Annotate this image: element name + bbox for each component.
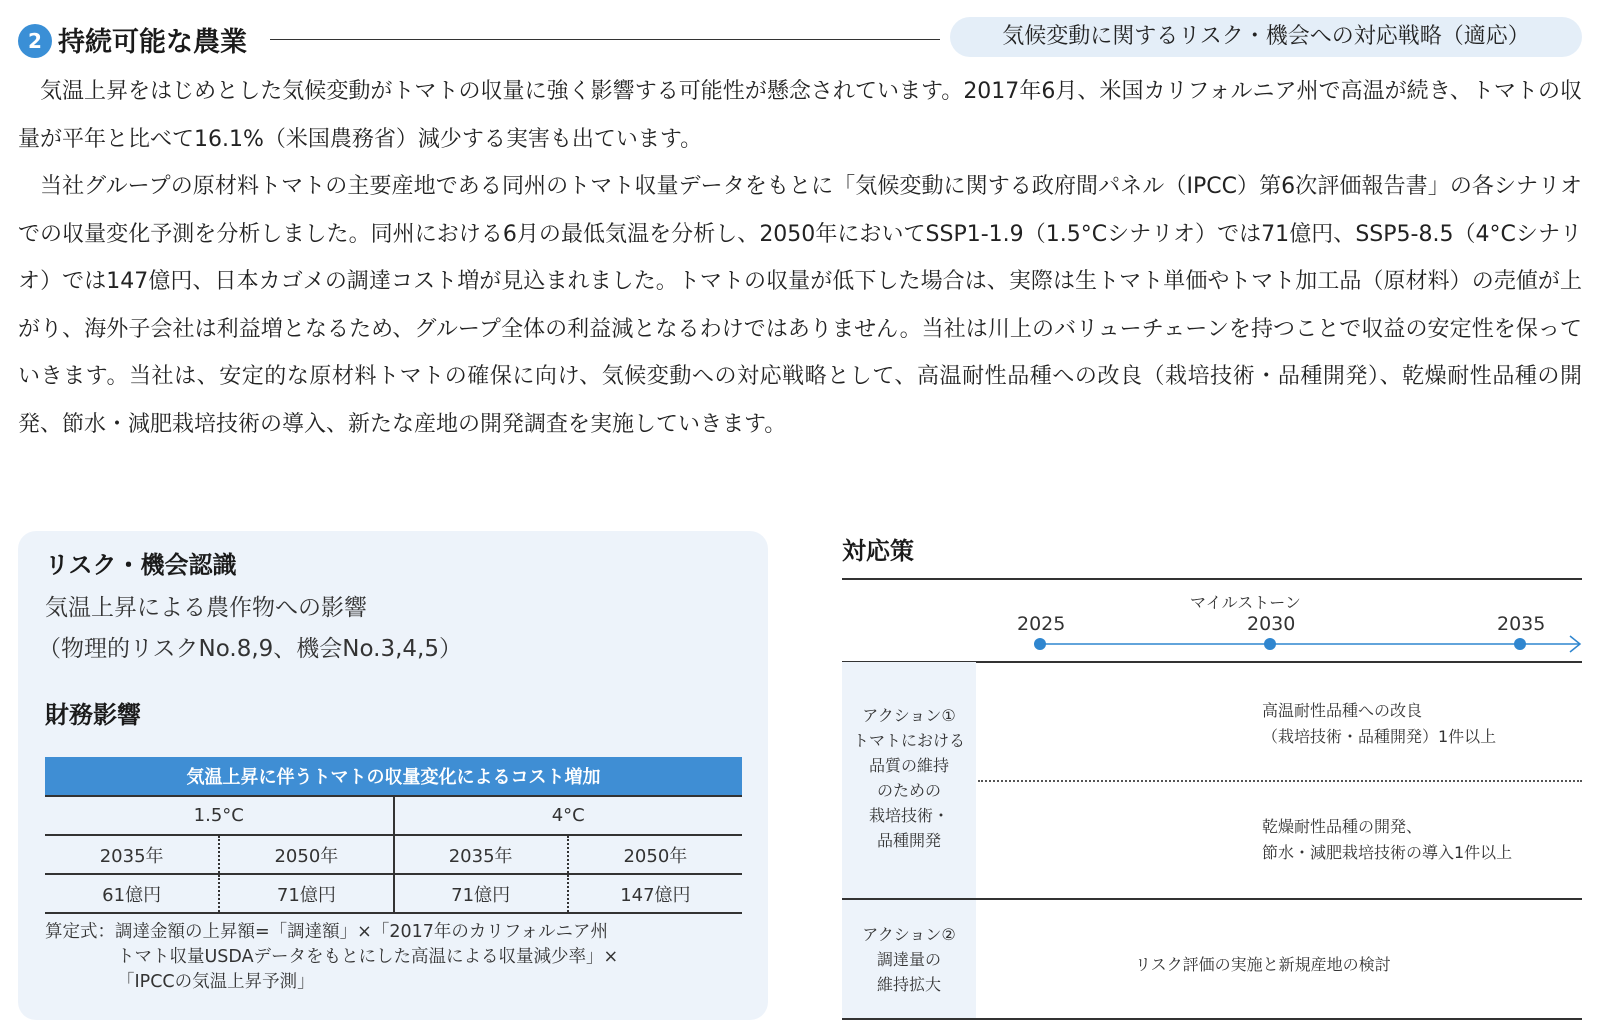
action-2-label-line: 維持拡大 <box>876 975 941 994</box>
body-paragraph-2: 当社グループの原材料トマトの主要産地である同州のトマト収量データをもとに「気候変動に関する政府間パネル（IPCC）第6次評価報告書」の各シナリオでの収量変化予測を分析しました。同州における6月の最低気温を分析し、2050年においてSSP1-1.9（1.5°Cシナリオ）では71億円、SSP5-8.5（4°Cシナリオ）では147億円、日本カゴメの調達コスト増が見込まれました。トマトの収量が低下した場合は、実際は生トマト単価やトマト加工品（原材料）の売値が上がり、海外子会社は利益増となるため、グループ全体の利益減となるわけではありません。当社は川上のバリューチェーンを持つことで収益の安定性を保っていきます。当社は、安定的な原材料トマトの確保に向け、気候変動への対応戦略として、高温耐性品種への改良（栽培技術・品種開発）、乾燥耐性品種の開発、節水・減肥栽培技術の導入、新たな産地の開発調査を実施していきます。 <box>18 174 1582 437</box>
formula-line-3: 「IPCCの気温上昇予測」 <box>117 972 315 992</box>
measures-top-rule <box>842 578 1582 580</box>
value-cell: 71億円 <box>219 874 393 913</box>
year-2025: 2025 <box>1017 613 1066 635</box>
body-text <box>18 68 1582 448</box>
measures-title: 対応策 <box>842 537 914 565</box>
milestone-dot-2035 <box>1514 638 1526 650</box>
action-1-label-line: アクション① <box>862 706 956 725</box>
formula-line-1: 算定式：調達金額の上昇額=「調達額」×「2017年のカリフォルニア州 <box>45 922 608 942</box>
recognition-heading: リスク・機会認識 <box>45 551 237 579</box>
calculation-formula <box>45 920 618 995</box>
scenario-4c: 4°C <box>394 796 743 835</box>
year-2030: 2030 <box>1247 613 1296 635</box>
action-2-label-line: 調達量の <box>876 950 941 969</box>
year-cell: 2050年 <box>219 835 393 874</box>
action-1-item-2 <box>1262 814 1512 866</box>
action-2-label <box>842 922 976 997</box>
strategy-pill: 気候変動に関するリスク・機会への対応戦略（適応） <box>950 17 1582 57</box>
action-1-label-line: トマトにおける <box>852 731 965 750</box>
recognition-text: 気温上昇による農作物への影響 <box>45 595 367 621</box>
value-cell: 61億円 <box>45 874 219 913</box>
measures-bottom-rule <box>842 1018 1582 1020</box>
action-1-label-line: 品質の維持 <box>868 756 949 775</box>
action-1-label-line: 栽培技術・ <box>868 806 949 825</box>
value-cell: 71億円 <box>394 874 568 913</box>
action-1-item-2-line: 乾燥耐性品種の開発、 <box>1262 817 1423 836</box>
section-title: 持続可能な農業 <box>58 27 247 58</box>
value-cell: 147億円 <box>568 874 742 913</box>
action-1-dotted-divider <box>978 780 1582 782</box>
body-paragraph-1: 気温上昇をはじめとした気候変動がトマトの収量に強く影響する可能性が懸念されています。2017年6月、米国カリフォルニア州で高温が続き、トマトの収量が平年と比べて16.1%（米国農務省）減少する実害も出ています。 <box>18 79 1582 152</box>
action-1-label <box>842 703 976 853</box>
action-1-item-2-line: 節水・減肥栽培技術の導入1件以上 <box>1262 843 1513 862</box>
year-cell: 2035年 <box>394 835 568 874</box>
formula-line-2: トマト収量USDAデータをもとにした高温による収量減少率」× <box>117 947 619 967</box>
financial-impact-heading: 財務影響 <box>45 701 141 729</box>
action-2-label-line: アクション② <box>862 925 956 944</box>
recognition-reference: （物理的リスクNo.8,9、機会No.3,4,5） <box>38 636 463 662</box>
year-cell: 2035年 <box>45 835 219 874</box>
scenario-1-5c: 1.5°C <box>45 796 394 835</box>
financial-impact-table <box>45 757 742 914</box>
action-divider <box>842 898 1582 900</box>
year-2035: 2035 <box>1497 613 1546 635</box>
action-1-item-1-line: 高温耐性品種への改良 <box>1262 701 1423 720</box>
year-cell: 2050年 <box>568 835 742 874</box>
action-1-label-line: のための <box>876 781 941 800</box>
milestone-label: マイルストーン <box>1190 593 1301 612</box>
section-number-badge: 2 <box>18 24 52 58</box>
milestone-timeline <box>1030 632 1590 656</box>
header-divider <box>270 39 940 40</box>
action-1-label-line: 品種開発 <box>876 831 941 850</box>
milestone-dot-2030 <box>1264 638 1276 650</box>
action-1-item-1 <box>1262 698 1496 750</box>
table-caption: 気温上昇に伴うトマトの収量変化によるコスト増加 <box>45 757 742 796</box>
action-2-item: リスク評価の実施と新規産地の検討 <box>1135 955 1391 974</box>
action-1-item-1-line: （栽培技術・品種開発）1件以上 <box>1262 727 1497 746</box>
milestone-dot-2025 <box>1034 638 1046 650</box>
